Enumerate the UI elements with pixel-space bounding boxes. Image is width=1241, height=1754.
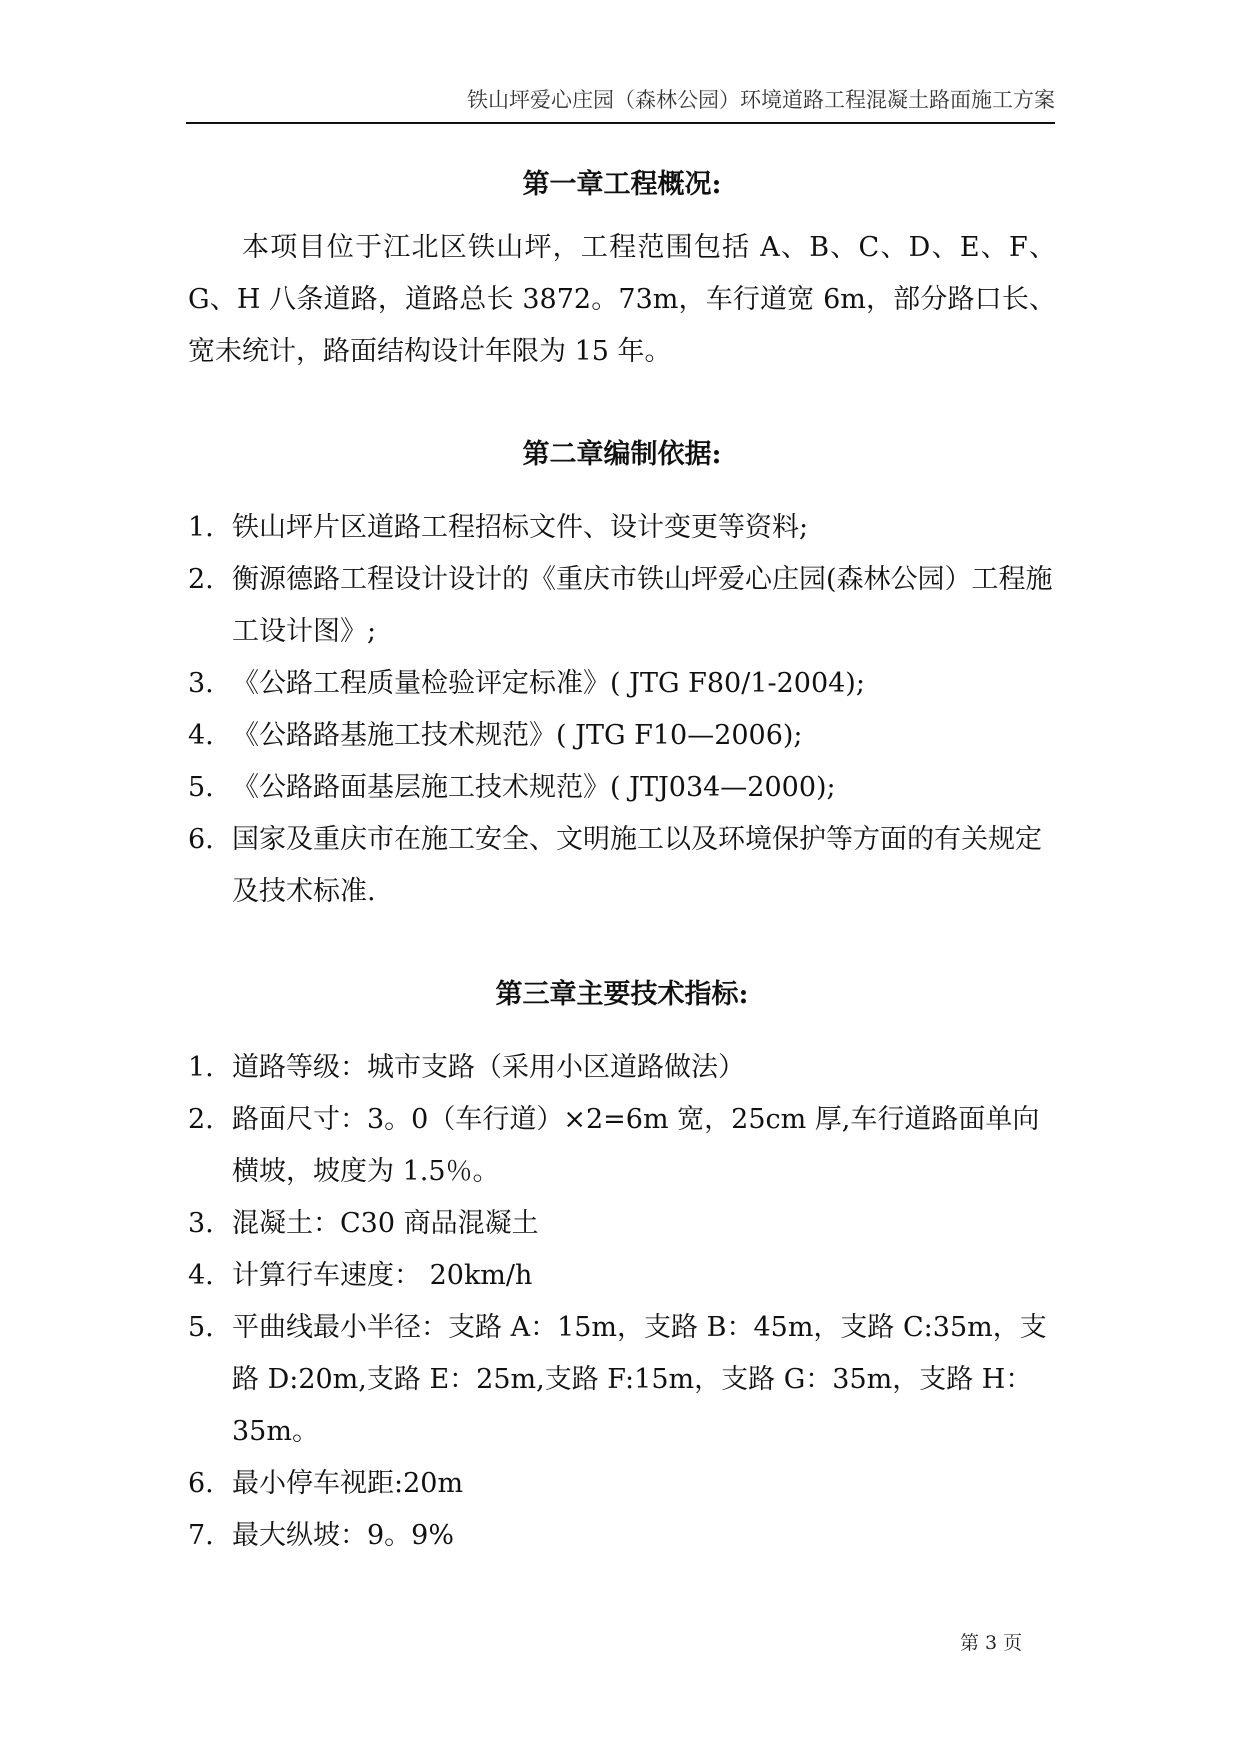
list-item-number: 2. [188, 564, 214, 595]
list-item-number: 7. [188, 1520, 214, 1551]
list-item-text: 计算行车速度： 20km/h [232, 1260, 533, 1291]
list-item-text: 铁山坪片区道路工程招标文件、设计变更等资料; [232, 512, 809, 543]
list-item-number: 5. [188, 1312, 214, 1343]
list-item-text: 最小停车视距:20m [232, 1468, 464, 1499]
chapter-2-list [188, 502, 1056, 918]
list-item [188, 1510, 1056, 1562]
list-item-text: 国家及重庆市在施工安全、文明施工以及环境保护等方面的有关规定及技术标准. [232, 824, 1042, 907]
list-item [188, 1198, 1056, 1250]
list-item-number: 6. [188, 824, 214, 855]
list-item [188, 1094, 1056, 1198]
chapter-1-title: 第一章工程概况: [522, 169, 722, 200]
chapter-1-paragraph: 本项目位于江北区铁山坪，工程范围包括 A、B、C、D、E、F、G、H 八条道路，道路总长 3872。73m，车行道宽 6m，部分路口长、宽未统计，路面结构设计年限为 15 年。 [188, 232, 1056, 367]
running-header: 铁山坪爱心庄园（森林公园）环境道路工程混凝土路面施工方案 [186, 84, 1055, 124]
list-item [188, 502, 1056, 554]
list-item-text: 道路等级：城市支路（采用小区道路做法） [232, 1052, 745, 1083]
list-item-text: 混凝土：C30 商品混凝土 [232, 1208, 539, 1239]
list-item-number: 3. [188, 668, 214, 699]
list-item [188, 1458, 1056, 1510]
list-item-text: 最大纵坡：9。9% [232, 1520, 455, 1551]
list-item-text: 《公路路基施工技术规范》( JTG F10—2006); [232, 720, 803, 751]
chapter-3-list [188, 1042, 1056, 1562]
list-item [188, 762, 1056, 814]
list-item-number: 2. [188, 1104, 214, 1135]
list-item [188, 658, 1056, 710]
document-body [188, 160, 1056, 1562]
list-item-text: 《公路工程质量检验评定标准》( JTG F80/1-2004); [232, 668, 865, 699]
list-item-number: 4. [188, 720, 214, 751]
list-item [188, 1302, 1056, 1458]
list-item-number: 4. [188, 1260, 214, 1291]
list-item-text: 平曲线最小半径：支路 A：15m，支路 B：45m，支路 C:35m，支路 D:20m,支路 E：25m,支路 F:15m，支路 G：35m，支路 H：35m。 [232, 1312, 1047, 1447]
list-item-text: 《公路路面基层施工技术规范》( JTJ034—2000); [232, 772, 836, 803]
list-item [188, 710, 1056, 762]
page-number: 第 3 页 [960, 1632, 1023, 1654]
list-item [188, 1042, 1056, 1094]
list-item [188, 1250, 1056, 1302]
list-item [188, 554, 1056, 658]
list-item-text: 路面尺寸：3。0（车行道）×2=6m 宽，25cm 厚,车行道路面单向横坡，坡度为 1.5％。 [232, 1104, 1040, 1187]
list-item-number: 6. [188, 1468, 214, 1499]
list-item-number: 5. [188, 772, 214, 803]
chapter-3-title: 第三章主要技术指标: [495, 979, 749, 1010]
list-item [188, 814, 1056, 918]
chapter-2-title: 第二章编制依据: [522, 439, 722, 470]
list-item-text: 衡源德路工程设计设计的《重庆市铁山坪爱心庄园(森林公园）工程施工设计图》; [232, 564, 1053, 647]
list-item-number: 1. [188, 512, 214, 543]
list-item-number: 1. [188, 1052, 214, 1083]
list-item-number: 3. [188, 1208, 214, 1239]
